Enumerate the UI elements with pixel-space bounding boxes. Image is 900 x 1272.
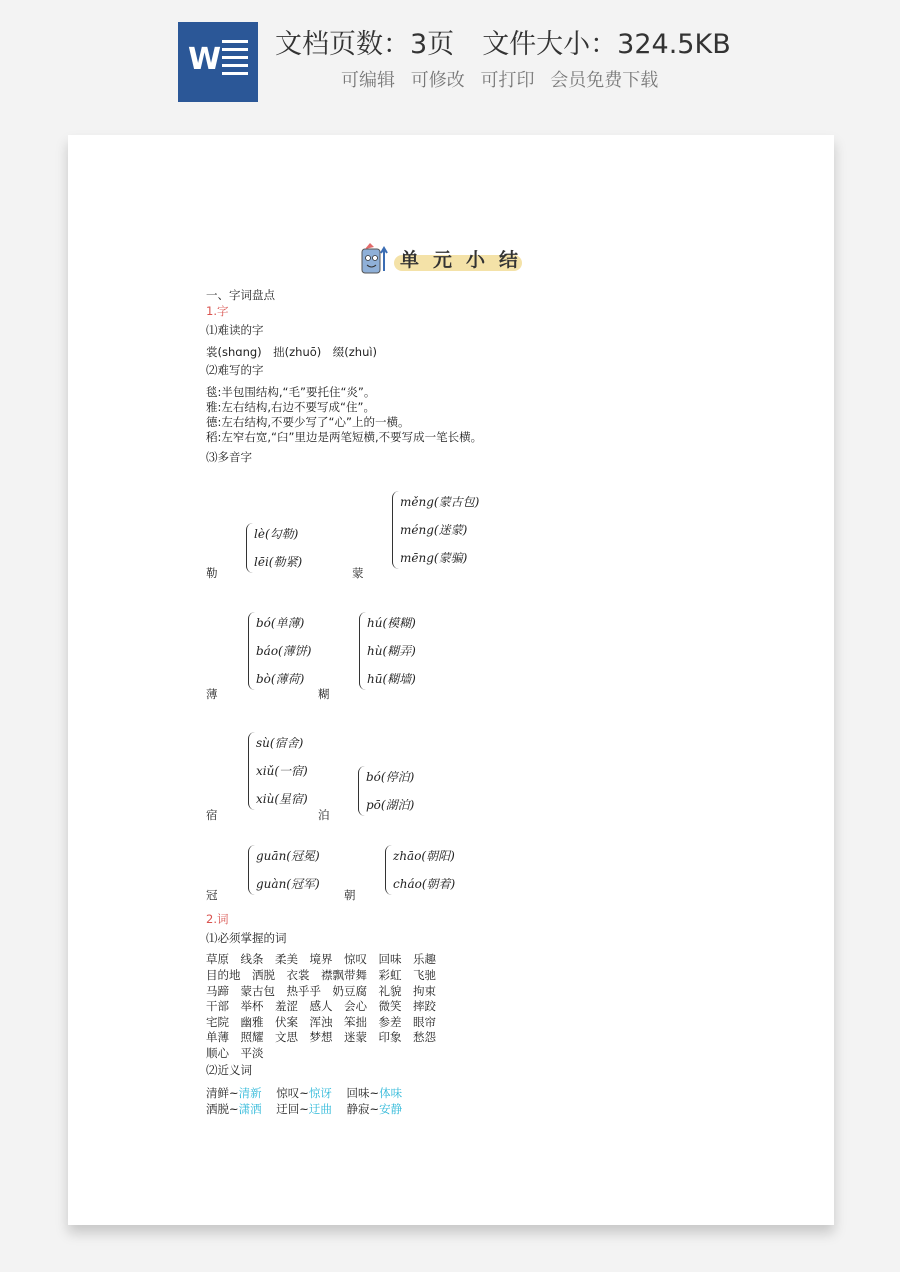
- polyphone-char: 朝: [344, 888, 356, 902]
- permissions: [341, 66, 668, 92]
- reading: bó(单薄): [256, 616, 305, 630]
- polyphone-char: 泊: [318, 808, 330, 822]
- mascot-book-icon: [356, 241, 392, 277]
- polyphone-char: 冠: [206, 888, 218, 902]
- word-icon-letter: W: [188, 42, 222, 77]
- synonym-answer: 惊讶: [308, 1086, 332, 1100]
- synonym-answer: 体味: [379, 1086, 403, 1100]
- polyphone-char: 蒙: [352, 566, 364, 580]
- reading: báo(薄饼): [256, 644, 312, 658]
- hard-to-read-chars: 裳(shɑng) 拙(zhuō) 缀(zhuì): [206, 345, 378, 359]
- synonym-word: 洒脱~: [206, 1102, 239, 1116]
- synonym-answer: 迂曲: [308, 1102, 332, 1116]
- reading: pō(湖泊): [366, 798, 415, 812]
- word-list-line: 目的地 洒脱 衣裳 襟飘带舞 彩虹 飞驰: [206, 968, 436, 982]
- reading: xiǔ(一宿): [256, 764, 308, 778]
- hard-write-line: 德:左右结构,不要少写了“心”上的一横。: [206, 415, 410, 429]
- reading: mēng(蒙骗): [400, 551, 468, 565]
- reading: hū(糊墙): [367, 672, 416, 686]
- polyphone-char: 糊: [318, 687, 330, 701]
- reading: méng(迷蒙): [400, 523, 468, 537]
- heading-synonyms: ⑵近义词: [206, 1063, 252, 1077]
- reading: bó(停泊): [366, 770, 415, 784]
- heading-hard-to-write: ⑵难写的字: [206, 363, 264, 377]
- word-list-line: 顺心 平淡: [206, 1046, 264, 1060]
- synonym-answer: 清新: [238, 1086, 262, 1100]
- synonym-answer: 潇洒: [238, 1102, 262, 1116]
- reading: hú(模糊): [367, 616, 416, 630]
- polyphone-char: 宿: [206, 808, 218, 822]
- unit-summary-title: [356, 241, 536, 277]
- perm-editable: 可编辑: [341, 70, 395, 91]
- synonym-word: 回味~: [346, 1086, 380, 1100]
- top-banner: [0, 0, 900, 120]
- reading: lè(勾勒): [254, 527, 299, 541]
- reading: xiù(星宿): [256, 792, 308, 806]
- reading: cháo(朝着): [393, 877, 456, 891]
- perm-member-download: 会员免费下载: [550, 70, 659, 91]
- heading-hard-to-read: ⑴难读的字: [206, 323, 264, 337]
- word-document-icon: [178, 22, 258, 102]
- reading: měng(蒙古包): [400, 495, 480, 509]
- doc-meta: [275, 22, 731, 61]
- heading-polyphones: ⑶多音字: [206, 450, 252, 464]
- synonym-row: [206, 1085, 402, 1101]
- page-title: 单元小结: [400, 249, 533, 271]
- file-size: 文件大小：324.5KB: [482, 29, 731, 60]
- page-count: 文档页数：3页: [275, 29, 455, 60]
- word-list-line: 马蹄 蒙古包 热乎乎 奶豆腐 礼貌 拘束: [206, 984, 436, 998]
- heading-must-know-words: ⑴必须掌握的词: [206, 931, 287, 945]
- section-heading: 一、字词盘点: [206, 288, 275, 302]
- reading: hù(糊弄): [367, 644, 416, 658]
- word-list-line: 干部 举杯 羞涩 感人 会心 微笑 摔跤: [206, 999, 436, 1013]
- hard-write-line: 雅:左右结构,右边不要写成“住”。: [206, 400, 375, 414]
- reading: zhāo(朝阳): [393, 849, 455, 863]
- polyphone-char: 薄: [206, 687, 218, 701]
- reading: sù(宿舍): [256, 736, 304, 750]
- perm-printable: 可打印: [480, 70, 535, 91]
- reading: guān(冠冕): [256, 849, 320, 863]
- reading: bò(薄荷): [256, 672, 305, 686]
- sub-heading-words: 2.词: [206, 912, 229, 926]
- reading: lēi(勒紧): [254, 555, 303, 569]
- reading: guàn(冠军): [256, 877, 320, 891]
- sub-heading-characters: 1.字: [206, 304, 229, 318]
- word-list-line: 草原 线条 柔美 境界 惊叹 回味 乐趣: [206, 952, 436, 966]
- document-page: [68, 135, 834, 1225]
- synonym-row: [206, 1101, 402, 1117]
- word-list-line: 单薄 照耀 文思 梦想 迷蒙 印象 愁怨: [206, 1030, 436, 1044]
- hard-write-line: 稻:左窄右宽,“臼”里边是两笔短横,不要写成一笔长横。: [206, 430, 483, 444]
- word-list-line: 宅院 幽雅 伏案 浑浊 笨拙 参差 眼帘: [206, 1015, 436, 1029]
- polyphone-char: 勒: [206, 566, 218, 580]
- synonym-word: 静寂~: [346, 1102, 380, 1116]
- synonym-word: 清鲜~: [206, 1086, 239, 1100]
- synonym-word: 惊叹~: [276, 1086, 309, 1100]
- synonym-answer: 安静: [379, 1102, 403, 1116]
- perm-modifiable: 可修改: [410, 70, 465, 91]
- hard-write-line: 毯:半包围结构,“毛”要托住“炎”。: [206, 385, 376, 399]
- synonym-word: 迂回~: [276, 1102, 309, 1116]
